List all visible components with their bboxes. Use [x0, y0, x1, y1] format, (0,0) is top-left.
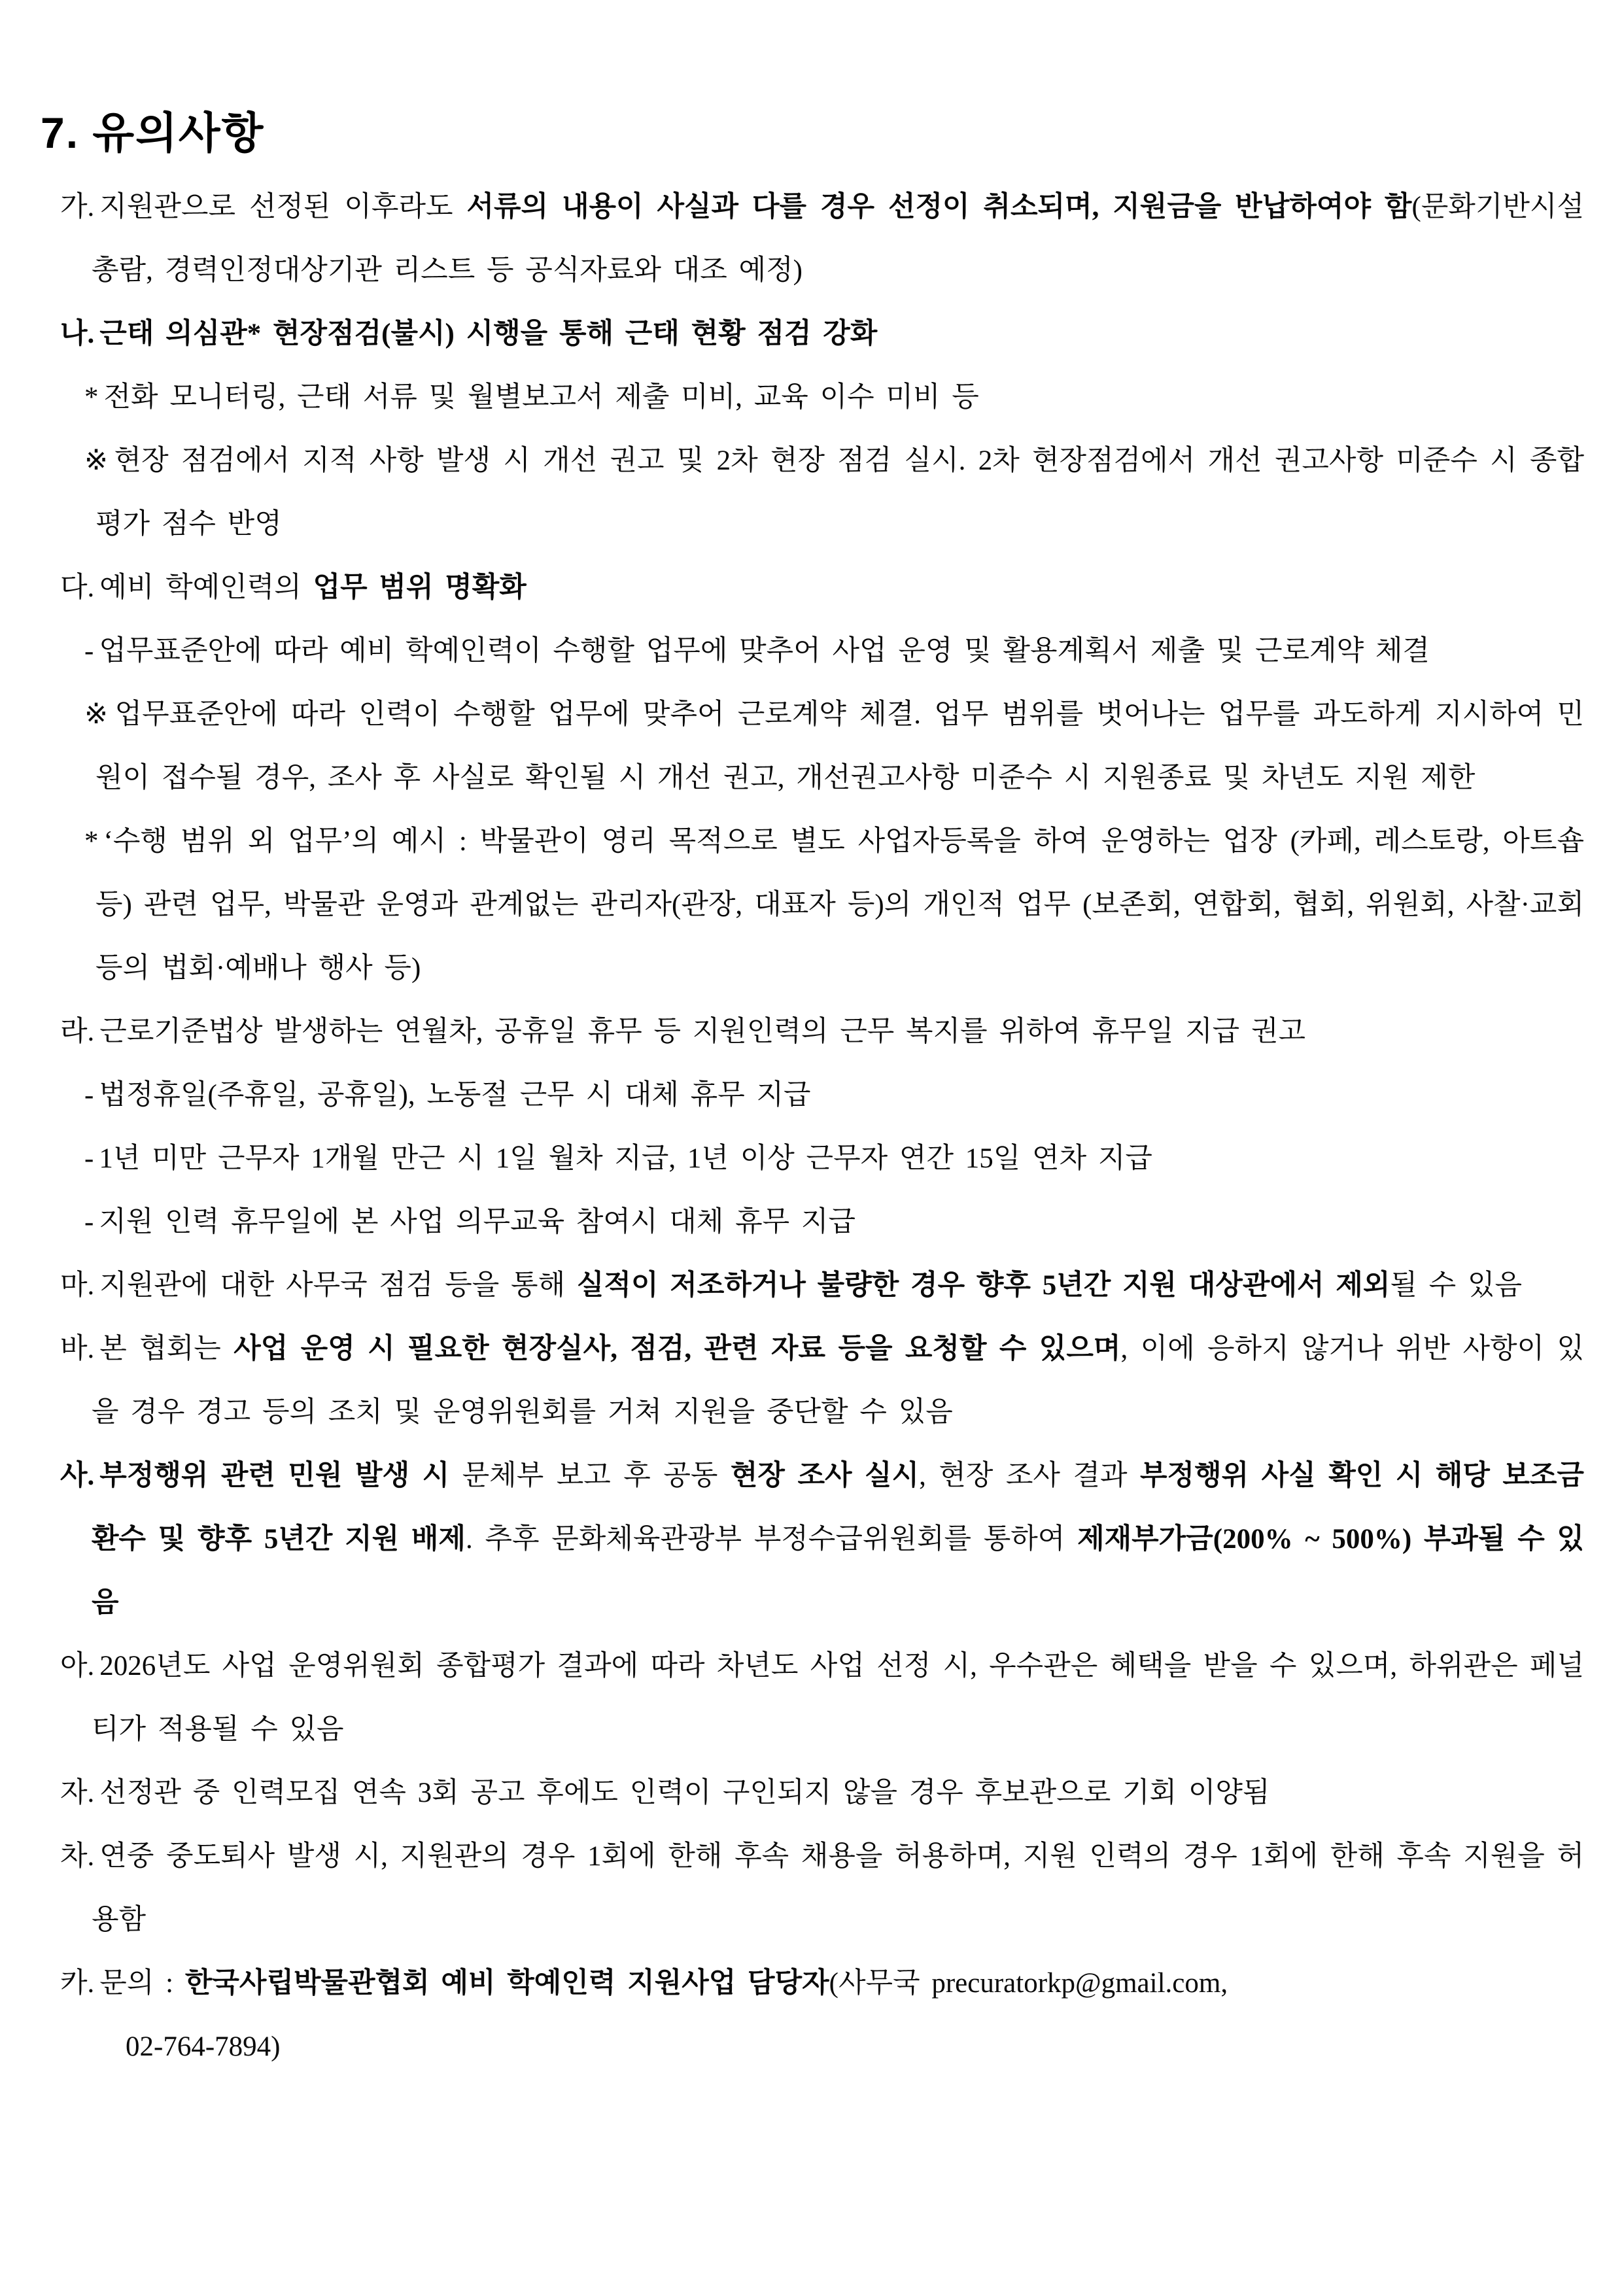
text-run: 지원 인력 휴무일에 본 사업 의무교육 참여시 대체 휴무 지급	[99, 1207, 855, 1237]
text-run: . 추후 문화체육관광부 부정수급위원회를 통하여	[465, 1524, 1078, 1555]
text-run: 업무 범위 명확화	[313, 572, 527, 603]
text-run: 지원관으로 선정된 이후라도	[99, 192, 467, 222]
item-label: 차.	[60, 1841, 95, 1872]
notice-item	[60, 175, 1584, 302]
text-run: 업무표준안에 따라 예비 학예인력이 수행할 업무에 맞추어 사업 운영 및 활용계획서 제출 및 근로계약 체결	[99, 636, 1430, 666]
notice-continuation	[60, 2015, 1584, 2078]
text-run: 연중 중도퇴사 발생 시, 지원관의 경우 1회에 한해 후속 채용을 허용하며, 지원 인력의 경우 1회에 한해 후속 지원을 허용함	[92, 1841, 1584, 1935]
text-run: 실적이 저조하거나 불량한 경우 향후 5년간 지원 대상관에서 제외	[576, 1270, 1391, 1301]
text-run: 지원관에 대한 사무국 점검 등을 통해	[99, 1270, 577, 1301]
notice-item	[60, 1444, 1584, 1634]
notice-item	[60, 1825, 1584, 1952]
notice-item	[60, 1317, 1584, 1444]
text-run: 부정행위 사실 확인 시 해당 보조금 환수 및 향후 5년간 지원 배제	[92, 1460, 1584, 1555]
notice-subitem	[60, 810, 1584, 1000]
item-label: -	[84, 1080, 94, 1110]
item-label: 다.	[60, 572, 95, 603]
item-label: 나.	[60, 318, 95, 349]
notice-item	[60, 1000, 1584, 1063]
item-label: 마.	[60, 1270, 95, 1301]
item-label: 바.	[60, 1334, 95, 1364]
notice-list	[60, 175, 1584, 2078]
text-run: 법정휴일(주휴일, 공휴일), 노동절 근무 시 대체 휴무 지급	[99, 1080, 811, 1110]
text-run: 1년 미만 근무자 1개월 만근 시 1일 월차 지급, 1년 이상 근무자 연간 15일 연차 지급	[99, 1143, 1152, 1174]
section-title: 7. 유의사항	[41, 109, 265, 157]
notice-item	[60, 1254, 1584, 1317]
text-run: 현장 조사 실시	[730, 1460, 920, 1491]
text-run: 02-764-7894)	[126, 2031, 281, 2062]
notice-item	[60, 302, 1584, 366]
text-run: 제재부가금(200% ~ 500%) 부과될 수 있음	[92, 1524, 1584, 1618]
notice-item	[60, 1761, 1584, 1825]
text-run: 전화 모니터링, 근태 서류 및 월별보고서 제출 미비, 교육 이수 미비 등	[103, 382, 979, 413]
notice-subitem	[60, 683, 1584, 810]
notice-subitem	[60, 429, 1584, 556]
text-run: 한국사립박물관협회 예비 학예인력 지원사업 담당자	[184, 1968, 829, 1999]
text-run: 업무표준안에 따라 인력이 수행할 업무에 맞추어 근로계약 체결. 업무 범위를 벗어나는 업무를 과도하게 지시하여 민원이 접수될 경우, 조사 후 사실로 확인될 시 개선 권고, 개선권고사항 미준수 시 지원종료 및 차년도 지원 제한	[95, 699, 1584, 793]
item-label: 자.	[60, 1778, 95, 1808]
notice-subitem	[60, 1190, 1584, 1254]
item-label: ※	[84, 699, 110, 730]
text-run: 문의 :	[99, 1968, 185, 1999]
text-run: 근로기준법상 발생하는 연월차, 공휴일 휴무 등 지원인력의 근무 복지를 위하여 휴무일 지급 권고	[99, 1016, 1306, 1047]
item-label: -	[84, 1207, 94, 1237]
notice-subitem	[60, 366, 1584, 429]
item-label: 아.	[60, 1651, 95, 1681]
text-run: 사업 운영 시 필요한 현장실사, 점검, 관련 자료 등을 요청할 수 있으며	[233, 1334, 1121, 1364]
text-run: , 현장 조사 결과	[919, 1460, 1141, 1491]
notice-item	[60, 556, 1584, 619]
notice-subitem	[60, 619, 1584, 683]
text-run: 근태 의심관* 현장점검(불시) 시행을 통해 근태 현황 점검 강화	[99, 318, 878, 349]
notice-subitem	[60, 1063, 1584, 1127]
text-run: 부정행위 관련 민원 발생 시	[99, 1460, 450, 1491]
text-run: 문체부 보고 후 공동	[449, 1460, 731, 1491]
item-label: *	[84, 382, 99, 413]
item-label: 가.	[60, 192, 95, 222]
item-label: 카.	[60, 1968, 95, 1999]
text-run: 현장 점검에서 지적 사항 발생 시 개선 권고 및 2차 현장 점검 실시. 2차 현장점검에서 개선 권고사항 미준수 시 종합 평가 점수 반영	[95, 445, 1585, 540]
notice-item	[60, 1952, 1584, 2015]
text-run: ‘수행 범위 외 업무’의 예시 : 박물관이 영리 목적으로 별도 사업자등록을 하여 운영하는 업장 (카페, 레스토랑, 아트숍 등) 관련 업무, 박물관 운영과 관계없는 관리자(관장, 대표자 등)의 개인적 업무 (보존회, 연합회, 협회, 위원회, 사찰·교회 등의 법회·예배나 행사 등)	[95, 826, 1584, 984]
text-run: 예비 학예인력의	[99, 572, 313, 603]
item-label: -	[84, 636, 94, 666]
item-label: ※	[84, 445, 109, 476]
text-run: (문화기반시설총람, 경력인정대상기관 리스트 등 공식자료와 대조 예정)	[92, 192, 1584, 286]
item-label: *	[84, 826, 99, 857]
text-run: 서류의 내용이 사실과 다를 경우 선정이 취소되며, 지원금을 반납하여야 함	[466, 192, 1412, 222]
notice-subitem	[60, 1127, 1584, 1190]
text-run: 2026년도 사업 운영위원회 종합평가 결과에 따라 차년도 사업 선정 시, 우수관은 혜택을 받을 수 있으며, 하위관은 페널티가 적용될 수 있음	[92, 1651, 1584, 1745]
text-run: 본 협회는	[99, 1334, 234, 1364]
text-run: , 이에 응하지 않거나 위반 사항이 있을 경우 경고 등의 조치 및 운영위원회를 거쳐 지원을 중단할 수 있음	[92, 1334, 1584, 1428]
text-run: 선정관 중 인력모집 연속 3회 공고 후에도 인력이 구인되지 않을 경우 후보관으로 기회 이양됨	[99, 1778, 1270, 1808]
notice-item	[60, 1634, 1584, 1761]
item-label: 사.	[60, 1460, 95, 1491]
item-label: 라.	[60, 1016, 95, 1047]
text-run: (사무국 precuratorkp@gmail.com,	[829, 1968, 1228, 1999]
text-run: 될 수 있음	[1390, 1270, 1523, 1301]
item-label: -	[84, 1143, 94, 1174]
